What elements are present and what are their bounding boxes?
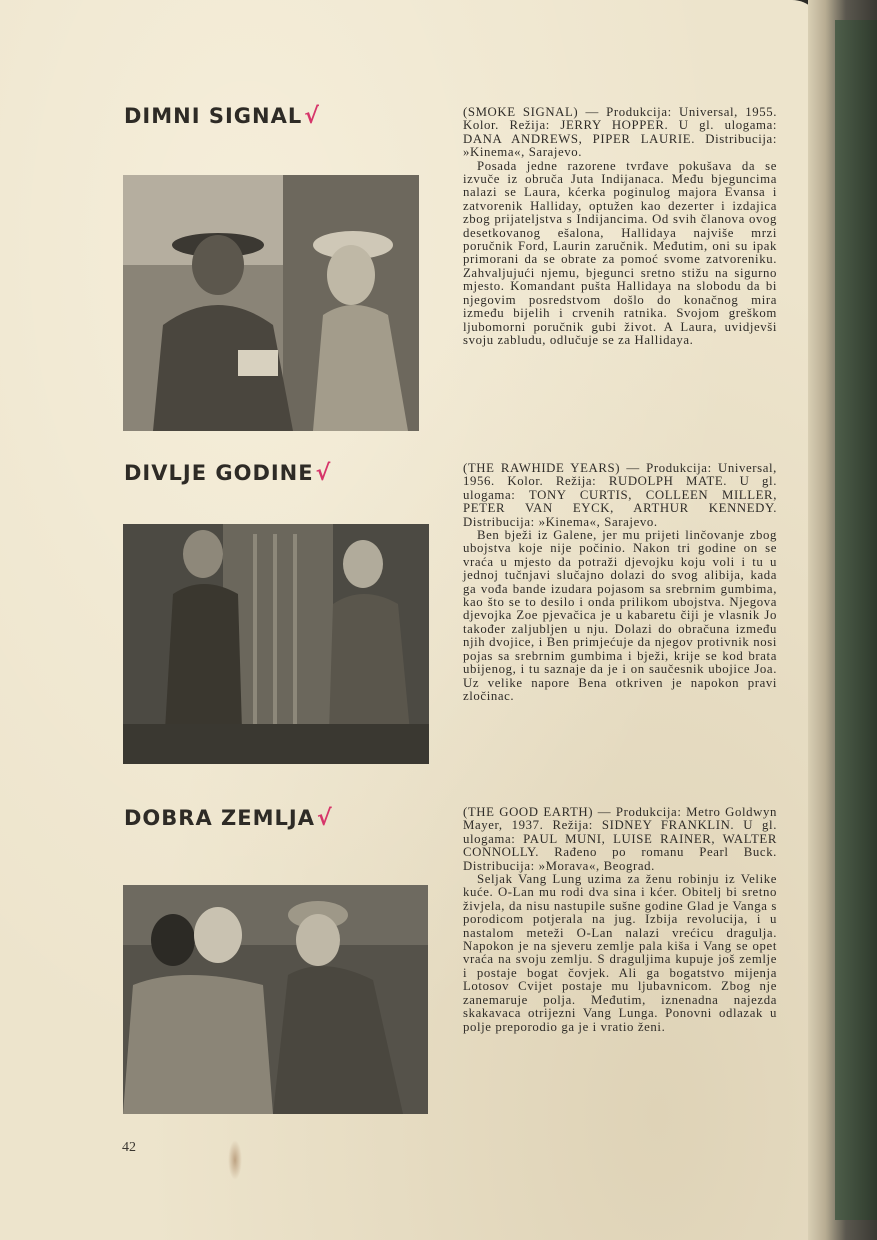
page-number: 42 (122, 1140, 136, 1155)
film-still-photo (123, 175, 419, 431)
film-description (463, 462, 777, 703)
paper-stain (228, 1140, 242, 1180)
checkmark-icon: √ (316, 806, 333, 831)
film-credits: (SMOKE SIGNAL) — Produkcija: Universal, 1955. Kolor. Režija: JERRY HOPPER. U gl. ulogama: DANA ANDREWS, PIPER LAURIE. Distribucija: »Kinema«, Sarajevo. (463, 105, 777, 160)
film-description (463, 806, 777, 1034)
film-title-text: DOBRA ZEMLJA (124, 806, 315, 830)
film-still-photo (123, 524, 429, 764)
film-title (124, 104, 320, 129)
film-title (124, 461, 331, 486)
film-credits: (THE GOOD EARTH) — Produkcija: Metro Goldwyn Mayer, 1937. Režija: SIDNEY FRANKLIN. U gl. ulogama: PAUL MUNI, LUISE RAINER, WALTER CONNOLLY. Rađeno po romanu Pearl Buck. Distribucija: »Morava«, Beograd. (463, 805, 777, 873)
checkmark-icon: √ (304, 104, 320, 129)
checkmark-icon: √ (315, 461, 332, 486)
film-title-text: DIVLJE GODINE (124, 461, 314, 485)
film-still-photo (123, 885, 428, 1114)
film-title-text: DIMNI SIGNAL (124, 104, 303, 128)
book-cover-edge (835, 20, 877, 1220)
film-synopsis: Ben bježi iz Galene, jer mu prijeti linčovanje zbog ubojstva koje nije počinio. Nakon tri godine on se vraća u mjesto da potraži djevojku koju voli i tu u jednoj tučnjavi slučajno dolazi do svog alibija, kada ga vođa bande izudara pojasom sa srebrnim gumbima, kao što se to desilo i onda prilikom ubojstva. Njegova djevojka Zoe pjevačica je u kabaretu čiji je vlasnik Jo također zaljubljen u nju. Dolazi do obračuna između njih dvojice, i Ben primjećuje da njegov protivnik nosi pojas sa srebrnim gumbima i bježi, krije se kod brata ubijenog, i tu saznaje da je i on saučesnik ubojice Joa. Uz velike napore Bena otkriven je napokon pravi zločinac. (463, 528, 777, 703)
film-title (124, 806, 333, 831)
film-credits: (THE RAWHIDE YEARS) — Produkcija: Universal, 1956. Kolor. Režija: RUDOLPH MATE. U gl. ulogama: TONY CURTIS, COLLEEN MILLER, PETER VAN EYCK, ARTHUR KENNEDY. Distribucija: »Kinema«, Sarajevo. (463, 461, 777, 529)
film-synopsis: Seljak Vang Lung uzima za ženu robinju iz Velike kuće. O-Lan mu rodi dva sina i kćer. Obitelj bi sretno živjela, da nisu nastupile sušne godine Glad je Vanga s porodicom potjerala na jug. Izbija revolucija, i u nastalom meteži O-Lan nalazi vrećicu dragulja. Napokon je na sjeveru zemlje pala kiša i Vang se opet vraća na svoju zemlju. S draguljima kupuje još zemlje i postaje bogat čovjek. Ali ga bogatstvo mijenja Lotosov Cvijet postaje mu ljubavnicom. Zbog nje zanemaruje polja. Međutim, iznenadna najezda skakavaca otrijezni Vang Lunga. Ponovni odlazak u polje preporodio ga je i vratio ženi. (463, 872, 777, 1034)
film-synopsis: Posada jedne razorene tvrđave pokušava da se izvuče iz obruča Juta Indijanaca. Među bjeguncima nalazi se Laura, kćerka poginulog majora Evansa i zatvorenik Halliday, optužen kao dezerter i izdajica zbog prijateljstva s Indijancima. Od svih članova ovog desetkovanog ešalona, Hallidaya najviše mrzi poručnik Ford, Laurin zaručnik. Međutim, oni su ipak primorani da se obrate za pomoć svome zatvoreniku. Zahvaljujući njemu, bjegunci sretno stižu na sigurno mjesto. Komandant pušta Hallidaya na slobodu da bi njegovim posredstvom došlo do konačnog mira između bijelih i crvenih ratnika. Svojom greškom ljubomorni poručnik gubi život. A Laura, uvidjevši svoju zabludu, odlučuje se za Hallidaya. (463, 158, 777, 347)
film-description (463, 106, 777, 347)
